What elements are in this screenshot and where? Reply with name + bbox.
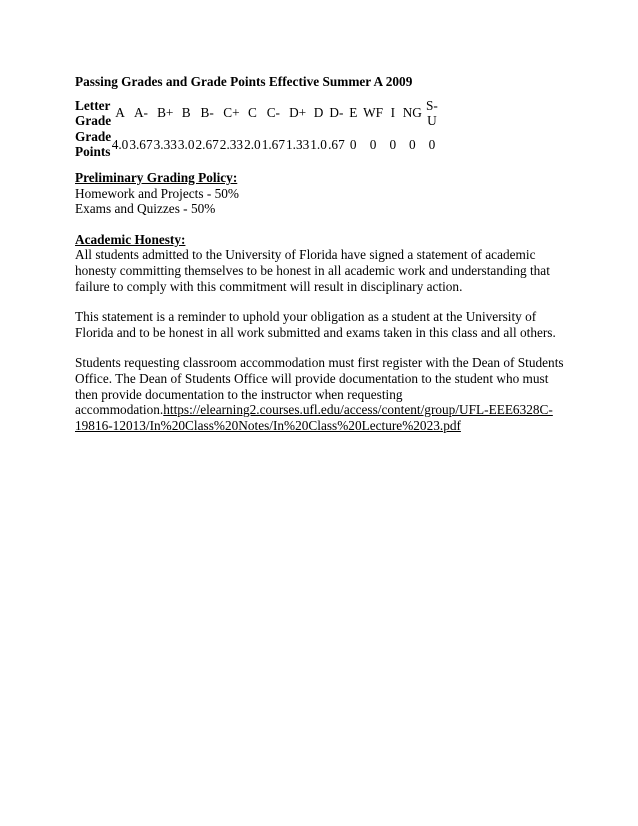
academic-honesty-paragraph: This statement is a reminder to uphold your obligation as a student at the University of Florida and to be honest in all work submitted and exams taken in this class and all others.	[75, 309, 556, 340]
grading-policy-title: Preliminary Grading Policy:	[75, 169, 238, 185]
grade-points-cell: 3.67	[129, 136, 153, 152]
document-page	[75, 74, 565, 433]
letter-grade-label-line2: Grade	[75, 113, 112, 129]
letter-grade-cell: B+	[157, 105, 174, 121]
grade-points-cell: 3.0	[177, 136, 195, 152]
grade-points-label-line1: Grade	[75, 128, 112, 144]
letter-grade-cell: NG	[402, 105, 422, 121]
letter-grade-cell: S-U	[425, 97, 438, 129]
grade-points-cell: 0	[389, 136, 397, 152]
page-heading: Passing Grades and Grade Points Effective Summer A 2009	[75, 74, 413, 89]
grade-points-cell: 0	[349, 136, 357, 152]
grade-table	[75, 98, 440, 160]
letter-grade-label-line1: Letter	[75, 97, 111, 113]
grading-policy-section	[75, 170, 565, 217]
letter-grade-row	[75, 98, 440, 129]
grade-points-cell: 2.33	[219, 136, 244, 152]
lecture-notes-link[interactable]: https://elearning2.courses.ufl.edu/access/content/group/UFL-EEE6328C-19816-12013/In%20Class%20Notes/In%20Class%20Lecture%2023.pdf	[75, 402, 553, 433]
grade-points-cell: 0	[369, 136, 377, 152]
letter-grade-cell: E	[349, 105, 358, 121]
grade-points-cell: .67	[328, 136, 345, 152]
letter-grade-cell: C+	[223, 105, 240, 121]
grade-points-label-line2: Points	[75, 144, 111, 160]
letter-grade-cell: WF	[363, 105, 384, 121]
letter-grade-cell: A-	[133, 105, 148, 121]
letter-grade-cell: C-	[266, 105, 280, 121]
grade-points-label	[75, 129, 111, 160]
letter-grade-cell: D+	[289, 105, 307, 121]
letter-grade-cell: C	[247, 105, 257, 121]
accommodation-text: Students requesting classroom accommodation must first register with the Dean of Students Office. The Dean of Students Office will provide documentation to the student who must then provide documentation to the instructor when requesting accommodation.	[75, 355, 564, 418]
grade-points-cell: 1.0	[310, 136, 327, 152]
grade-points-cell: 1.33	[285, 136, 310, 152]
letter-grade-cell: B-	[200, 105, 214, 121]
academic-honesty-section	[75, 232, 565, 434]
grade-points-row	[75, 129, 440, 160]
letter-grade-cell: B	[181, 105, 191, 121]
letter-grade-cell: I	[390, 105, 396, 121]
academic-honesty-title: Academic Honesty:	[75, 231, 186, 247]
grade-points-cell: 0	[428, 136, 436, 152]
grading-policy-line: Exams and Quizzes - 50%	[75, 201, 216, 217]
grade-points-cell: 2.0	[244, 136, 261, 152]
grading-policy-line: Homework and Projects - 50%	[75, 185, 239, 201]
grade-points-cell: 3.33	[153, 136, 177, 152]
letter-grade-cell: D	[313, 105, 324, 121]
letter-grade-cell: A	[115, 105, 125, 121]
accommodation-paragraph	[75, 355, 565, 433]
letter-grade-cell: D-	[329, 105, 344, 121]
grade-points-cell: 2.67	[195, 136, 219, 152]
grade-points-cell: 4.0	[111, 136, 129, 152]
grade-points-cell: 0	[408, 136, 416, 152]
letter-grade-label	[75, 98, 111, 129]
grade-points-cell: 1.67	[261, 136, 285, 152]
academic-honesty-paragraph: All students admitted to the University of Florida have signed a statement of academic honesty committing themselves to be honest in all academic work and understanding that failure to comply with this commitment will result in disciplinary action.	[75, 247, 550, 294]
